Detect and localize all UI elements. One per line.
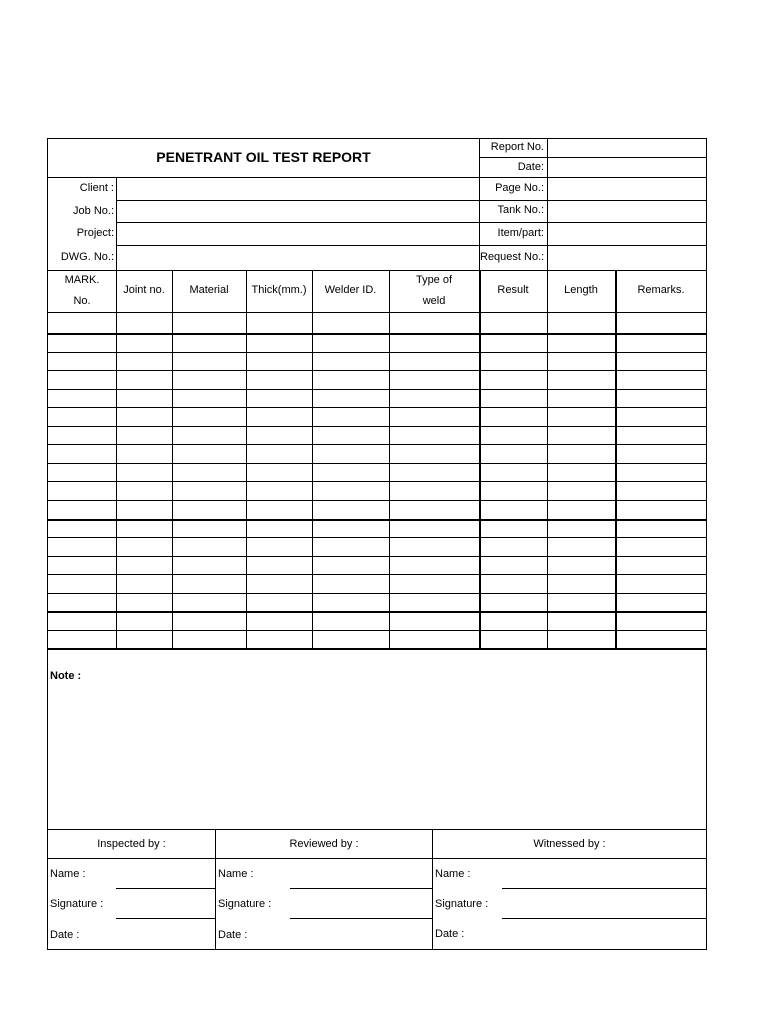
col-result: Result	[497, 284, 529, 296]
witnessed-by-label: Witnessed by :	[533, 838, 606, 850]
table-column-line	[479, 270, 481, 648]
table-row-line	[47, 426, 707, 427]
reviewed-name-line[interactable]	[290, 888, 432, 889]
table-column-line	[547, 270, 548, 648]
table-row-line	[47, 630, 707, 631]
table-row-line	[47, 611, 707, 613]
job-no-field[interactable]	[117, 201, 479, 222]
table-row-line	[47, 312, 707, 313]
inspected-name-line[interactable]	[116, 888, 215, 889]
witnessed-signature-label: Signature :	[435, 898, 489, 910]
date-label: Date:	[517, 161, 544, 173]
client-field[interactable]	[117, 178, 479, 200]
inspected-signature-label: Signature :	[50, 898, 104, 910]
inspected-by-label: Inspected by :	[97, 838, 166, 850]
request-no-label: Request No.:	[480, 251, 545, 263]
signoff-top-line	[47, 829, 707, 830]
table-row-line	[47, 556, 707, 557]
page-no-label: Page No.:	[495, 182, 544, 194]
table-row-line	[47, 481, 707, 482]
note-label: Note :	[50, 670, 82, 682]
table-column-line	[615, 270, 617, 648]
dwg-no-field[interactable]	[117, 246, 479, 270]
table-column-line	[246, 270, 247, 648]
table-column-line	[389, 270, 390, 648]
reviewed-name-label: Name :	[218, 868, 254, 880]
tank-no-label: Tank No.:	[497, 204, 544, 216]
witnessed-signature-line[interactable]	[502, 918, 707, 919]
col-mark-line1: MARK.	[64, 274, 100, 286]
witnessed-name-line[interactable]	[502, 888, 707, 889]
table-row-line	[47, 370, 707, 371]
col-type-line1: Type of	[415, 274, 453, 286]
report-no-label: Report No.	[490, 141, 544, 153]
table-row-line	[47, 574, 707, 575]
table-column-line	[116, 270, 117, 648]
col-remarks: Remarks.	[637, 284, 685, 296]
row-line	[47, 270, 707, 271]
report-title: PENETRANT OIL TEST REPORT	[156, 149, 371, 165]
report-no-field[interactable]	[548, 139, 706, 157]
table-row-line	[47, 463, 707, 464]
dwg-no-label: DWG. No.:	[60, 251, 114, 263]
table-row-line	[47, 593, 707, 594]
reviewed-date-label: Date :	[218, 929, 248, 941]
table-row-line	[47, 352, 707, 353]
witnessed-date-label: Date :	[435, 928, 465, 940]
note-field[interactable]	[48, 688, 706, 828]
inspected-signature-line[interactable]	[116, 918, 215, 919]
table-row-line	[47, 444, 707, 445]
col-material: Material	[189, 284, 229, 296]
col-welder-id: Welder ID.	[324, 284, 377, 296]
reviewed-signature-label: Signature :	[218, 898, 272, 910]
page-no-field[interactable]	[548, 178, 706, 200]
table-row-line	[47, 519, 707, 521]
item-part-label: Item/part:	[497, 227, 544, 239]
tank-no-field[interactable]	[548, 201, 706, 222]
inspected-name-label: Name :	[50, 868, 86, 880]
table-bottom-line	[47, 648, 707, 650]
reviewed-by-label: Reviewed by :	[289, 838, 359, 850]
item-part-field[interactable]	[548, 223, 706, 245]
request-no-field[interactable]	[548, 246, 706, 270]
table-row-line	[47, 500, 707, 501]
table-row-line	[47, 537, 707, 538]
table-column-line	[172, 270, 173, 648]
client-label: Client :	[79, 182, 114, 194]
project-field[interactable]	[117, 223, 479, 245]
signoff-header-line	[47, 858, 707, 859]
col-length: Length	[564, 284, 598, 296]
reviewed-signature-line[interactable]	[290, 918, 432, 919]
inspected-date-label: Date :	[50, 929, 80, 941]
project-label: Project:	[76, 227, 114, 239]
date-field[interactable]	[548, 158, 706, 177]
table-row-line	[47, 407, 707, 408]
table-row-line	[47, 389, 707, 390]
witnessed-name-label: Name :	[435, 868, 471, 880]
table-row-line	[47, 333, 707, 335]
col-thick: Thick(mm.)	[251, 284, 307, 296]
table-column-line	[312, 270, 313, 648]
col-type-line2: weld	[422, 295, 446, 307]
col-mark-line2: No.	[73, 295, 91, 307]
col-joint-no: Joint no.	[123, 284, 165, 296]
job-no-label: Job No.:	[73, 205, 114, 217]
